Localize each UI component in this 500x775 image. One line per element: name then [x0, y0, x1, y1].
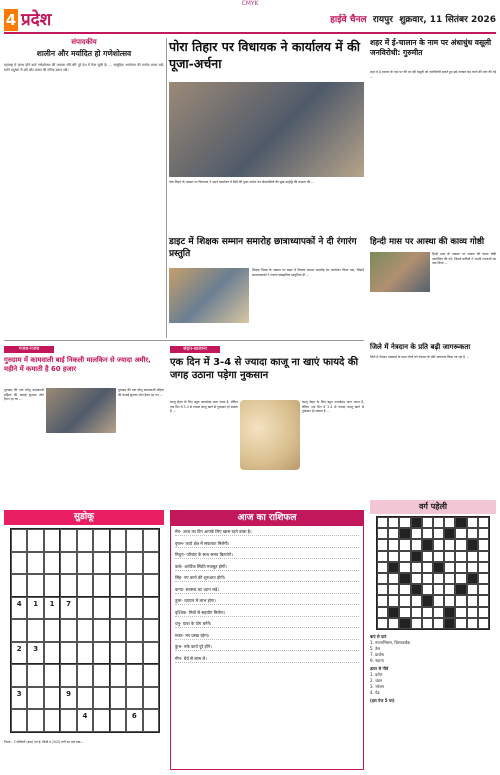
crossword-cell — [467, 573, 478, 584]
crossword-cell — [422, 584, 433, 595]
poetry-photo — [370, 252, 430, 292]
story3-body: शिक्षक दिवस के अवसर पर डाइट में शिक्षक सम्मान समारोह का आयोजन किया गया, जिसमें छात्राध्यापकों ने रंगारंग सांस्कृतिक प्रस्तुतियां दीं ... — [252, 268, 364, 277]
crossword-cell — [444, 528, 455, 539]
crossword-cell — [444, 573, 455, 584]
crossword-cell — [388, 618, 399, 629]
lead-body: पोरा तिहार के अवसर पर विधायक ने अपने कार्यालय में बैलों की पूजा-अर्चना कर क्षेत्रवासियों की सुख-समृद्धि की कामना की ... — [169, 180, 315, 184]
crossword-cell — [478, 528, 489, 539]
crossword-cell — [467, 562, 478, 573]
crossword-cell — [444, 539, 455, 550]
crossword-cell — [422, 539, 433, 550]
crossword-cell — [444, 595, 455, 606]
sudoku-cell — [60, 619, 76, 642]
crossword-cell — [399, 595, 410, 606]
sudoku-cell — [27, 709, 43, 732]
crossword-cell — [411, 618, 422, 629]
sudoku-cell — [143, 664, 159, 687]
story5-body: जिले में नेत्रदान पखवाड़े के तहत लोगों को नेत्रदान के प्रति जागरूक किया जा रहा है ... — [370, 355, 469, 359]
crossword-cell — [444, 517, 455, 528]
issue-date: शुक्रवार, 11 सितंबर 2026 — [399, 15, 496, 25]
horoscope-item: मकर- मन प्रसन्न रहेगा। — [175, 633, 359, 640]
sudoku-cell — [143, 709, 159, 732]
crossword-cell — [411, 539, 422, 550]
story2-title: शहर में ई-चालान के नाम पर अंधाधुंध वसूली जनविरोधी: गुरुमीत — [370, 38, 492, 57]
crossword-cell — [467, 595, 478, 606]
crossword-cell — [478, 595, 489, 606]
sudoku-cell — [27, 529, 43, 552]
sudoku-cell — [143, 597, 159, 620]
horoscope-list — [171, 526, 363, 670]
crossword-cell — [422, 528, 433, 539]
sudoku-cell — [126, 597, 142, 620]
horoscope-title: आज का राशिफल — [171, 511, 363, 526]
story6-body-cont: गुरुग्राम की एक घरेलू कामकाजी महिला की कमाई सुनकर लोग हैरान रह गए ... — [118, 388, 164, 397]
crossword-cell — [399, 528, 410, 539]
page-header — [4, 9, 496, 34]
crossword-cell — [399, 562, 410, 573]
crossword-cell — [455, 618, 466, 629]
sudoku-cell: 4 — [11, 597, 27, 620]
crossword-cell — [467, 528, 478, 539]
crossword-cell — [388, 607, 399, 618]
crossword-cell — [422, 562, 433, 573]
crossword-cell — [467, 618, 478, 629]
sudoku-cell — [44, 709, 60, 732]
crossword-cell — [433, 528, 444, 539]
sudoku-grid — [10, 528, 160, 733]
sudoku-cell — [93, 529, 109, 552]
story4-title-block — [370, 236, 496, 250]
brand-strip: CMYK — [241, 0, 259, 7]
down-list — [370, 672, 496, 696]
sudoku-cell — [126, 687, 142, 710]
sudoku-cell — [93, 664, 109, 687]
crossword-cell — [478, 607, 489, 618]
sudoku-cell — [27, 552, 43, 575]
crossword-cell — [433, 517, 444, 528]
horoscope-item: मीन- धैर्य से काम लें। — [175, 656, 359, 663]
sudoku-cell — [93, 597, 109, 620]
crossword-cell — [388, 517, 399, 528]
sudoku-note: नियम : 3 पंक्तियों (क्रम) एवं ई. लिखें व (3x3) वर्गों का एक खंड ... — [4, 740, 85, 744]
crossword-cell — [422, 607, 433, 618]
crossword-cell — [444, 584, 455, 595]
sudoku-cell — [110, 709, 126, 732]
story2-body: शहर में ई-चालान के नाम पर की जा रही वसूली को जनविरोधी बताते हुए इसे तत्काल बंद करने की मांग की गई ... — [370, 70, 496, 79]
sudoku-cell — [77, 664, 93, 687]
clue-item: 1. नयनाभिराम, चित्ताकर्षक — [370, 640, 411, 645]
sudoku-cell: 2 — [11, 642, 27, 665]
crossword-cell — [444, 618, 455, 629]
sudoku-cell — [143, 642, 159, 665]
story4-body: हिन्दी मास के अवसर पर आस्था की काव्य गोष्ठी आयोजित की गई, जिसमें कवियों ने अपनी रचनाओं का पाठ किया ... — [432, 252, 496, 266]
crossword-cell — [467, 539, 478, 550]
sudoku-cell — [77, 642, 93, 665]
crossword-cell — [422, 517, 433, 528]
crossword-cell — [377, 595, 388, 606]
story7-kicker: सेहत-खजाना — [170, 346, 220, 353]
crossword-cell — [422, 551, 433, 562]
crossword-cell — [455, 539, 466, 550]
sudoku-cell: 3 — [11, 687, 27, 710]
sudoku-cell — [93, 687, 109, 710]
crossword-cell — [411, 562, 422, 573]
sudoku-cell — [60, 642, 76, 665]
crossword-cell — [377, 517, 388, 528]
crossword-cell — [455, 595, 466, 606]
crossword-clues — [370, 634, 496, 774]
sudoku-cell — [60, 552, 76, 575]
clue-item: 1. दर्पण — [370, 672, 383, 677]
crossword-cell — [478, 562, 489, 573]
story7-body: काजू सेहत के लिए बहुत फायदेमंद माना जाता है, लेकिन एक दिन में 3-4 से ज्यादा काजू खाने से नुकसान हो सकता है ... — [170, 400, 238, 414]
sudoku-cell — [77, 574, 93, 597]
crossword-cell — [399, 607, 410, 618]
sudoku-cell — [44, 687, 60, 710]
sudoku-cell — [126, 574, 142, 597]
crossword-cell — [433, 618, 444, 629]
masthead-info — [330, 9, 496, 31]
crossword-cell — [444, 562, 455, 573]
sudoku-cell: 1 — [27, 597, 43, 620]
crossword-cell — [399, 584, 410, 595]
sudoku-cell — [93, 574, 109, 597]
sudoku-cell — [110, 597, 126, 620]
sudoku-cell — [44, 642, 60, 665]
sudoku-cell — [44, 664, 60, 687]
story6-photo — [46, 388, 116, 433]
crossword-cell — [399, 539, 410, 550]
crossword-title: वर्ग पहेली — [370, 500, 496, 514]
lead-photo — [169, 82, 364, 177]
story5-title: जिले में नेत्रदान के प्रति बढ़ी जागरूकता — [370, 343, 471, 351]
story4-title: हिन्दी मास पर आस्था की काव्य गोष्ठी — [370, 237, 485, 247]
crossword-cell — [433, 573, 444, 584]
sudoku-cell — [143, 529, 159, 552]
sudoku-cell — [77, 529, 93, 552]
crossword-cell — [467, 607, 478, 618]
horoscope-item: कर्क- आर्थिक स्थिति मजबूत होगी। — [175, 564, 359, 571]
crossword-cell — [399, 551, 410, 562]
story6-body: गुरुग्राम की एक घरेलू कामकाजी महिला की कमाई सुनकर लोग हैरान रह गए ... — [4, 388, 44, 402]
crossword-cell — [399, 573, 410, 584]
sudoku-cell — [11, 552, 27, 575]
sudoku-cell — [143, 574, 159, 597]
sudoku-cell — [126, 664, 142, 687]
sudoku-cell — [60, 529, 76, 552]
sudoku-cell — [11, 619, 27, 642]
sudoku-cell — [60, 664, 76, 687]
sudoku-cell — [44, 529, 60, 552]
crossword-cell — [455, 607, 466, 618]
story2-title-block — [370, 38, 496, 68]
crossword-cell — [388, 551, 399, 562]
crossword-cell — [422, 573, 433, 584]
crossword-cell — [422, 595, 433, 606]
page-number: 4 — [5, 11, 17, 29]
sudoku-cell — [27, 664, 43, 687]
edition-name: हाईवे — [330, 15, 347, 25]
crossword-cell — [411, 584, 422, 595]
cashew-photo — [240, 400, 300, 470]
lead-title-text: पोरा तिहार पर विधायक ने कार्यालय में की पूजा-अर्चना — [169, 39, 360, 71]
section-title: प्रदेश — [21, 10, 52, 30]
sudoku-cell: 7 — [60, 597, 76, 620]
sudoku-cell: 3 — [27, 642, 43, 665]
crossword-cell — [455, 573, 466, 584]
crossword-cell — [388, 573, 399, 584]
sudoku-cell — [77, 619, 93, 642]
crossword-cell — [377, 618, 388, 629]
sudoku-cell: 6 — [126, 709, 142, 732]
horoscope-item: मिथुन- परिवार के साथ समय बिताएंगे। — [175, 552, 359, 559]
crossword-cell — [455, 562, 466, 573]
editorial-block — [4, 38, 164, 338]
crossword-cell — [433, 562, 444, 573]
sudoku-cell — [93, 552, 109, 575]
sudoku-cell — [11, 529, 27, 552]
diet-photo — [169, 268, 249, 323]
story5-title-block — [370, 342, 496, 354]
crossword-cell — [422, 618, 433, 629]
clue-item: 5. तेल — [370, 646, 381, 651]
crossword-cell — [433, 607, 444, 618]
crossword-cell — [377, 528, 388, 539]
sudoku-cell — [11, 709, 27, 732]
horoscope-block — [170, 510, 364, 770]
sudoku-cell — [93, 709, 109, 732]
crossword-cell — [455, 528, 466, 539]
sudoku-cell — [60, 574, 76, 597]
channel-name: चैनल — [349, 15, 367, 25]
crossword-cell — [444, 551, 455, 562]
sudoku-cell — [110, 529, 126, 552]
sudoku-cell — [44, 574, 60, 597]
crossword-cell — [467, 584, 478, 595]
horoscope-item: धनु- यात्रा के योग बनेंगे। — [175, 621, 359, 628]
crossword-cell — [478, 551, 489, 562]
crossword-cell — [411, 517, 422, 528]
story3-title-block — [169, 236, 364, 266]
crossword-cell — [411, 573, 422, 584]
clue-item: 7. प्रार्थना — [370, 652, 385, 657]
crossword-cell — [455, 584, 466, 595]
story7-body-cont: काजू सेहत के लिए बहुत फायदेमंद माना जाता है, लेकिन एक दिन में 3-4 से ज्यादा काजू खाने से नुकसान हो सकता है ... — [302, 400, 364, 414]
crossword-cell — [467, 551, 478, 562]
crossword-cell — [411, 595, 422, 606]
sudoku-cell — [110, 664, 126, 687]
clue-item: 3. भोजन — [370, 684, 385, 689]
editorial-label: संपादकीय — [71, 38, 97, 46]
sudoku-cell — [27, 687, 43, 710]
sudoku-cell: 1 — [44, 597, 60, 620]
sudoku-cell — [11, 574, 27, 597]
sudoku-cell — [77, 597, 93, 620]
lead-title — [169, 38, 364, 80]
story3-title: डाइट में शिक्षक सम्मान समारोह छात्राध्यापकों ने दी रंगारंग प्रस्तुति — [169, 237, 357, 259]
sudoku-cell — [44, 619, 60, 642]
sudoku-cell — [126, 619, 142, 642]
crossword-cell — [444, 607, 455, 618]
across-label: बाएं से दाएं — [370, 634, 387, 639]
crossword-cell — [388, 595, 399, 606]
sudoku-cell — [110, 687, 126, 710]
crossword-cell — [478, 573, 489, 584]
crossword-cell — [377, 607, 388, 618]
story6-title-block — [4, 356, 162, 384]
sudoku-cell: 4 — [77, 709, 93, 732]
sudoku-cell — [27, 619, 43, 642]
sudoku-cell — [93, 619, 109, 642]
sudoku-cell — [143, 552, 159, 575]
horoscope-item: वृश्चिक- मित्रों से सहयोग मिलेगा। — [175, 610, 359, 617]
clue-item: 2. चंदन — [370, 678, 382, 683]
crossword-cell — [388, 528, 399, 539]
story7-title: एक दिन में 3-4 से ज्यादा काजू ना खाएं फायदे की जगह उठाना पड़ेगा नुकसान — [170, 357, 359, 381]
sudoku-cell — [126, 642, 142, 665]
sudoku-cell: 9 — [60, 687, 76, 710]
crossword-cell — [478, 584, 489, 595]
crossword-cell — [388, 539, 399, 550]
clue-item: 4. पेड़ — [370, 690, 380, 695]
story6-title: गुरुग्राम में कामवाली बाई निकली मालकिन से ज्यादा अमीर, महीने में कमाती है 60 हजार — [4, 356, 151, 373]
crossword-cell — [388, 584, 399, 595]
city-name: रायपुर — [372, 15, 393, 25]
sudoku-cell — [110, 642, 126, 665]
horoscope-item: तुला- व्यापार में लाभ होगा। — [175, 598, 359, 605]
editorial-title: शालीन और मर्यादित हो गणेशोत्सव — [36, 49, 132, 58]
crossword-grid — [376, 516, 490, 630]
crossword-cell — [433, 595, 444, 606]
sudoku-cell — [110, 552, 126, 575]
crossword-cell — [411, 607, 422, 618]
sudoku-cell — [11, 664, 27, 687]
crossword-cell — [455, 551, 466, 562]
sudoku-cell — [143, 619, 159, 642]
crossword-cell — [467, 517, 478, 528]
sudoku-cell — [126, 552, 142, 575]
horoscope-item: सिंह- नए कार्य की शुरुआत होगी। — [175, 575, 359, 582]
horoscope-item: मेष- आज का दिन आपके लिए खास रहने वाला है। — [175, 529, 359, 536]
crossword-cell — [478, 539, 489, 550]
editorial-body: महाराष्ट्र में प्रारंभ होने वाले गणेशोत्सव की परम्परा धीरे-धीरे पूरे देश में फैल चुकी है। ... सामूहिक आयोजन की मर्यादा बनाए रखें, ध्वनि प्रदूषण से बचें और उत्सव की गरिमा बनाए रखें। — [4, 63, 164, 72]
horoscope-item: कुंभ- रुके कार्य पूरे होंगे। — [175, 644, 359, 651]
sudoku-cell — [77, 687, 93, 710]
across-list — [370, 640, 496, 664]
crossword-cell — [433, 584, 444, 595]
sudoku-cell — [93, 642, 109, 665]
crossword-cell — [478, 618, 489, 629]
sudoku-cell — [110, 574, 126, 597]
crossword-cell — [411, 551, 422, 562]
crossword-cell — [377, 562, 388, 573]
crossword-footer: (हल पेज 5 पर) — [370, 698, 395, 703]
crossword-cell — [399, 517, 410, 528]
sudoku-cell — [77, 552, 93, 575]
sudoku-cell — [44, 552, 60, 575]
sudoku-cell — [60, 709, 76, 732]
sudoku-cell — [126, 529, 142, 552]
down-label: ऊपर से नीचे — [370, 666, 389, 671]
sudoku-cell — [143, 687, 159, 710]
horoscope-item: कन्या- स्वास्थ्य का ध्यान रखें। — [175, 587, 359, 594]
story6-kicker: गजब-गजब — [4, 346, 54, 353]
crossword-cell — [388, 562, 399, 573]
crossword-cell — [377, 539, 388, 550]
sudoku-cell — [27, 574, 43, 597]
crossword-cell — [433, 539, 444, 550]
crossword-cell — [478, 517, 489, 528]
crossword-cell — [455, 517, 466, 528]
sudoku-title: सुडोकू — [4, 510, 164, 525]
divider — [4, 340, 364, 341]
clue-item: 9. नहाना — [370, 658, 384, 663]
divider — [166, 38, 167, 338]
crossword-cell — [433, 551, 444, 562]
crossword-cell — [411, 528, 422, 539]
horoscope-item: वृषभ- कार्य क्षेत्र में सफलता मिलेगी। — [175, 541, 359, 548]
crossword-cell — [377, 584, 388, 595]
crossword-cell — [377, 573, 388, 584]
crossword-cell — [399, 618, 410, 629]
story7-title-block — [170, 356, 364, 396]
sudoku-cell — [110, 619, 126, 642]
crossword-cell — [377, 551, 388, 562]
